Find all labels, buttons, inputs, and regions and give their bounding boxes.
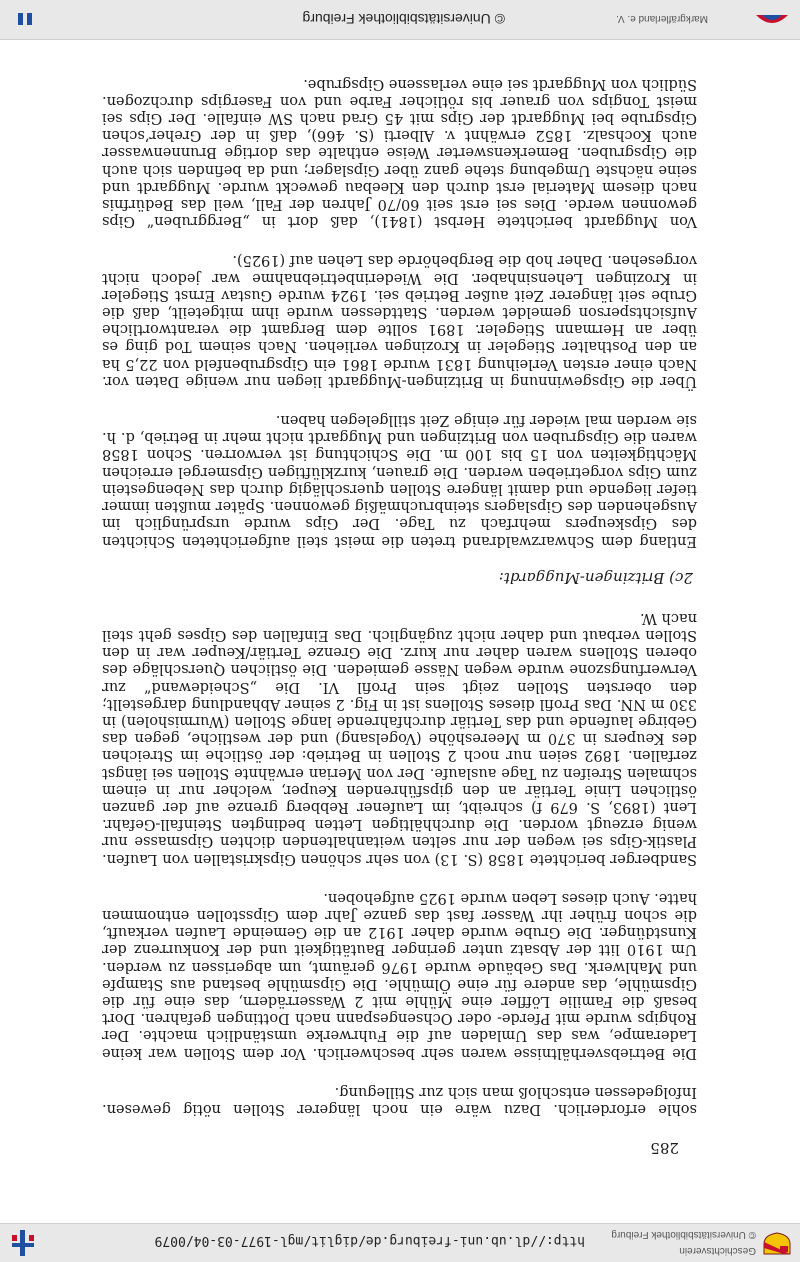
viewer-header: [0, 1223, 800, 1262]
page-number: 285: [650, 1139, 679, 1157]
section-heading: 2c) Britzingen-Muggardt:: [498, 568, 693, 587]
paragraph: Sandberger berichtete 1858 (S. 13) von sehr schönen Gipskristallen von Laufen. Plastik-Gips sei wegen der nur selten weitanhaltenden dichten Gipsmasse nur wenig erzeugt worden. Die durchhältigen Letten bedingten Steinfall-Gefahr. Lent (1893, S. 679 f) schreibt, im Laufener Rebberg grenze auf der ganzen östlichen Linie Tertiär an den gipsführenden Keuper, welcher nur in einem schmalen Streifen zu Tage auslaufe. Der von Merian erwähnte Stollen sei längst zerfallen. 1892 seien nur noch 2 Stollen in Betrieb: der östliche im Streichen des Keupers in 370 m Meereshöhe (Vogelsang) und der westliche, gegen das Gebirge laufende und das Tertiär durchfahrende lange Stollen (Wurmisholen) in 330 m NN. Das Profil dieses Stollens ist in Fig. 2 seiner Abhandlung dargestellt; den obersten Stollen zeigt sein Profil VI. Die „Scheidewand“ zur Verwerfungszone wurde wegen Nässe gemieden. Die östlichen Querschläge des oberen Stollens waren daher nur kurz. Die Grenze Tertiär/Keuper war in den Stollen verbaut und daher nicht zugänglich. Das Einfallen des Gipses geht steil nach W.: [102, 609, 697, 867]
coat-of-arms-icon: [762, 1232, 792, 1256]
footer-ub-icon: [16, 13, 34, 27]
footer-society: Markgräflerland e. V.: [616, 13, 708, 24]
paragraph: sohle erforderlich. Dazu wäre ein noch längerer Stollen nötig gewesen. Infolgedessen entschloß man sich zur Stillegung.: [102, 1083, 697, 1117]
paragraph: Entlang dem Schwarzwaldrand treten die meist steil aufgerichteten Schichten des Gipskeupers mehrfach zu Tage. Der Gips wurde ursprünglich im Ausgehenden des Gipslagers steinbruchmäßig gewonnen. Später mußten immer tiefer liegende und damit längere Stollen querschlägig durch das Nebengestein zum Gips vorgetrieben werden. Die grauen, kurzklüftigen Gipsmergel erreichen Mächtigkeiten von 15 bis 100 m. Die Schichtung ist verworren. Schon 1858 waren die Gipsgruben von Britzingen und Muggardt nicht mehr in Betrieb, d. h. sie werden mal wieder für einige Zeit stillgelegen haben.: [102, 412, 697, 549]
copyright-line: © Universitätsbibliothek Freiburg: [611, 1229, 756, 1240]
footer-copyright: © Universitätsbibliothek Freiburg: [302, 11, 505, 27]
paragraph: Von Muggardt berichtete Herbst (1841), daß dort in „Berggruben“ Gips gewonnen werde. Dies sei erst seit 60/70 Jahren der Fall, weil das Bedürfnis nach diesem Material erst durch den Kleebau geweckt wurde. Muggardt und seine nächste Umgebung stehe ganz über Gipslager; und da befinden sich auch die Gipsgruben. Bemerkenswerter Weise enthalte das dortige Brunnenwasser auch Kochsalz. 1852 erwähnt v. Alberti (S. 466), daß in der Greher’schen Gipsgrube bei Muggardt der Gips mit 45 Grad nach SW einfalle. Der Gips sei meist Tongips von grauer bis rötlicher Farbe und von Fasergips durchzogen. Südlich von Muggardt sei eine verlassene Gipsgrube.: [102, 75, 697, 230]
footer-logo-icon: [754, 13, 790, 27]
page-content: [102, 52, 697, 1157]
ub-freiburg-logo-icon: [8, 1230, 38, 1256]
paragraph: Über die Gipsgewinnung in Britzingen-Muggardt liegen nur wenige Daten vor. Nach einer ersten Verleihung 1831 wurde 1861 ein Gipsgrubenfeld von 22,5 ha an den Posthalter Stiegeler in Krozingen verliehen. Nach seinem Tod ging es über an Hermann Stiegeler. 1891 sollte dem Bergamt die verantwortliche Aufsichtsperson gemeldet werden. Stattdessen wurde ihm mitgeteilt, daß die Grube seit längerer Zeit außer Betrieb sei. 1924 wurde Gustav Ernst Stiegeler in Krozingen Lehensinhaber. Die Wiederinbetriebnahme war jedoch nicht vorgesehen. Daher hob die Bergbehörde das Lehen auf (1925).: [102, 252, 697, 389]
document-url[interactable]: http://dl.ub.uni-freiburg.de/diglit/mgl-1977-03-04/0079: [154, 1233, 585, 1248]
society-label: Geschichtsverein: [679, 1245, 756, 1256]
paragraph: Die Betriebsverhältnisse waren sehr beschwerlich. Vor dem Stollen war keine Laderampe, was das Umladen auf die Fuhrwerke umständlich machte. Der Rohgips wurde mit Pferde- oder Ochsengespann nach Dottingen gefahren. Dort besaß die Familie Löffler eine Mühle mit 2 Wasserrädern, das eine für die Gipsmühle, das andere für eine Ölmühle. Die Gipsmühle bestand aus Stampfe und Mahlwerk. Das Gebäude wurde 1976 geräumt, um abgerissen zu werden. Um 1910 litt der Absatz unter geringer Bautätigkeit und der Konkurrenz der Kunstdünger. Die Grube wurde daher 1912 an die Gemeinde Laufen verkauft, die schon früher ihr Wasser fast das ganze Jahr dem Gipsstollen entnommen hatte. Auch dieses Leben wurde 1925 aufgehoben.: [102, 889, 697, 1061]
viewer-footer: [0, 0, 800, 40]
